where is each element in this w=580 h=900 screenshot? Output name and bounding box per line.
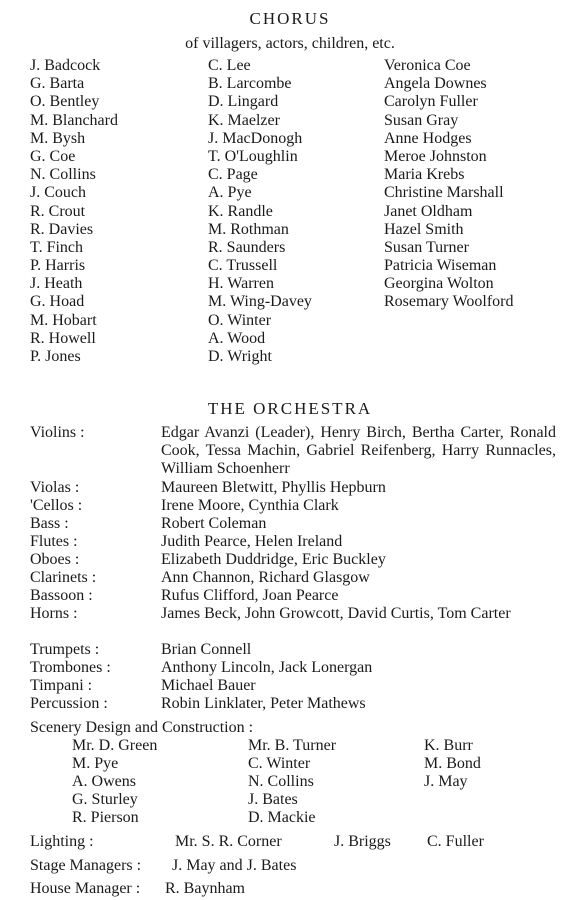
list-item: D. Wright [208,348,272,365]
section-value-violins: Edgar Avanzi (Leader), Henry Birch, Bertha Carter, Ronald Cook, Tessa Machin, Gabriel Reifenberg, Harry Runnacles, William Schoenherr [161,424,556,478]
stage-managers-value: J. May and J. Bates [172,857,297,874]
list-item: G. Sturley [72,791,138,808]
section-label-violas: Violas : [30,479,80,496]
list-item: G. Barta [30,75,85,93]
list-item: M. Rothman [208,220,289,238]
section-value-percussion: Robin Linklater, Peter Mathews [161,695,366,712]
list-item: M. Bond [424,755,481,772]
section-label-cellos: 'Cellos : [30,497,83,514]
section-label-flutes: Flutes : [30,533,78,550]
list-item: O. Winter [208,311,272,329]
list-item: J. May [424,773,468,790]
section-label-oboes: Oboes : [30,551,80,568]
chorus-column-2 [208,57,312,366]
section-value-trombones: Anthony Lincoln, Jack Lonergan [161,659,373,676]
section-label-timpani: Timpani : [30,677,93,694]
list-item: Janet Oldham [384,202,473,220]
list-item: K. Burr [424,737,473,754]
list-item: Maria Krebs [384,166,465,184]
section-value-clarinets: Ann Channon, Richard Glasgow [161,569,370,586]
list-item: Carolyn Fuller [384,93,478,111]
list-item: M. Blanchard [30,111,118,129]
list-item: Veronica Coe [384,57,471,74]
chorus-column-3 [384,57,514,312]
list-item: T. Finch [30,238,84,256]
list-item: B. Larcombe [208,75,292,93]
list-item: R. Howell [30,329,96,347]
list-item: K. Maelzer [208,111,280,129]
scenery-title: Scenery Design and Construction : [30,719,254,736]
list-item: J. Couch [30,184,86,202]
list-item: Georgina Wolton [384,275,494,293]
stage-managers-label: Stage Managers : [30,857,142,874]
list-item: D. Mackie [248,809,316,826]
section-label-trumpets: Trumpets : [30,641,100,658]
list-item: J. Bates [248,791,298,808]
section-value-bass: Robert Coleman [161,515,267,532]
list-item: T. O'Loughlin [208,147,298,165]
list-item: P. Harris [30,257,86,275]
house-manager-label: House Manager : [30,880,141,897]
list-item: A. Owens [72,773,136,790]
section-label-violins: Violins : [30,424,85,441]
section-value-cellos: Irene Moore, Cynthia Clark [161,497,339,514]
section-label-bass: Bass : [30,515,69,532]
lighting-name: C. Fuller [427,833,484,850]
section-value-violas: Maureen Bletwitt, Phyllis Hepburn [161,479,386,496]
chorus-column-1 [30,57,118,366]
section-value-trumpets: Brian Connell [161,641,252,658]
list-item: C. Winter [248,755,311,772]
lighting-name: Mr. S. R. Corner [175,833,282,850]
list-item: N. Collins [30,166,96,184]
lighting-name: J. Briggs [334,833,391,850]
list-item: Rosemary Woolford [384,293,514,311]
list-item: H. Warren [208,275,274,293]
chorus-title: CHORUS [249,9,331,28]
list-item: D. Lingard [208,93,279,111]
list-item: Hazel Smith [384,220,464,238]
list-item: Meroe Johnston [384,147,487,165]
chorus-subtitle: of villagers, actors, children, etc. [185,35,395,52]
section-value-timpani: Michael Bauer [161,677,256,694]
list-item: C. Page [208,166,258,184]
section-label-trombones: Trombones : [30,659,111,676]
list-item: C. Lee [208,57,251,74]
list-item: Angela Downes [384,75,487,93]
list-item: Mr. B. Turner [248,737,337,754]
list-item: R. Davies [30,220,94,238]
section-label-percussion: Percussion : [30,695,108,712]
list-item: G. Hoad [30,293,85,311]
list-item: C. Trussell [208,257,278,275]
list-item: N. Collins [248,773,314,790]
list-item: M. Bysh [30,129,86,147]
section-value-bassoon: Rufus Clifford, Joan Pearce [161,587,339,604]
section-label-clarinets: Clarinets : [30,569,97,586]
section-value-flutes: Judith Pearce, Helen Ireland [161,533,343,550]
list-item: A. Wood [208,329,266,347]
section-label-horns: Horns : [30,605,78,622]
list-item: O. Bentley [30,93,100,111]
list-item: R. Saunders [208,238,286,256]
list-item: P. Jones [30,348,81,365]
lighting-label: Lighting : [30,833,94,850]
list-item: A. Pye [208,184,252,202]
list-item: J. Badcock [30,57,101,74]
list-item: Christine Marshall [384,184,504,202]
section-value-horns: James Beck, John Growcott, David Curtis, Tom Carter [161,605,511,622]
section-label-bassoon: Bassoon : [30,587,93,604]
list-item: Mr. D. Green [72,737,158,754]
list-item: J. MacDonogh [208,129,303,147]
list-item: K. Randle [208,202,273,220]
list-item: R. Crout [30,202,86,220]
list-item: J. Heath [30,275,83,293]
list-item: Patricia Wiseman [384,257,497,275]
list-item: Susan Turner [384,238,469,256]
house-manager-value: R. Baynham [165,880,245,897]
section-value-oboes: Elizabeth Duddridge, Eric Buckley [161,551,386,568]
orchestra-title: THE ORCHESTRA [207,399,373,418]
list-item: G. Coe [30,147,76,165]
list-item: Anne Hodges [384,129,472,147]
list-item: M. Hobart [30,311,97,329]
list-item: M. Wing-Davey [208,293,312,311]
list-item: R. Pierson [72,809,139,826]
list-item: M. Pye [72,755,119,772]
list-item: Susan Gray [384,111,459,129]
